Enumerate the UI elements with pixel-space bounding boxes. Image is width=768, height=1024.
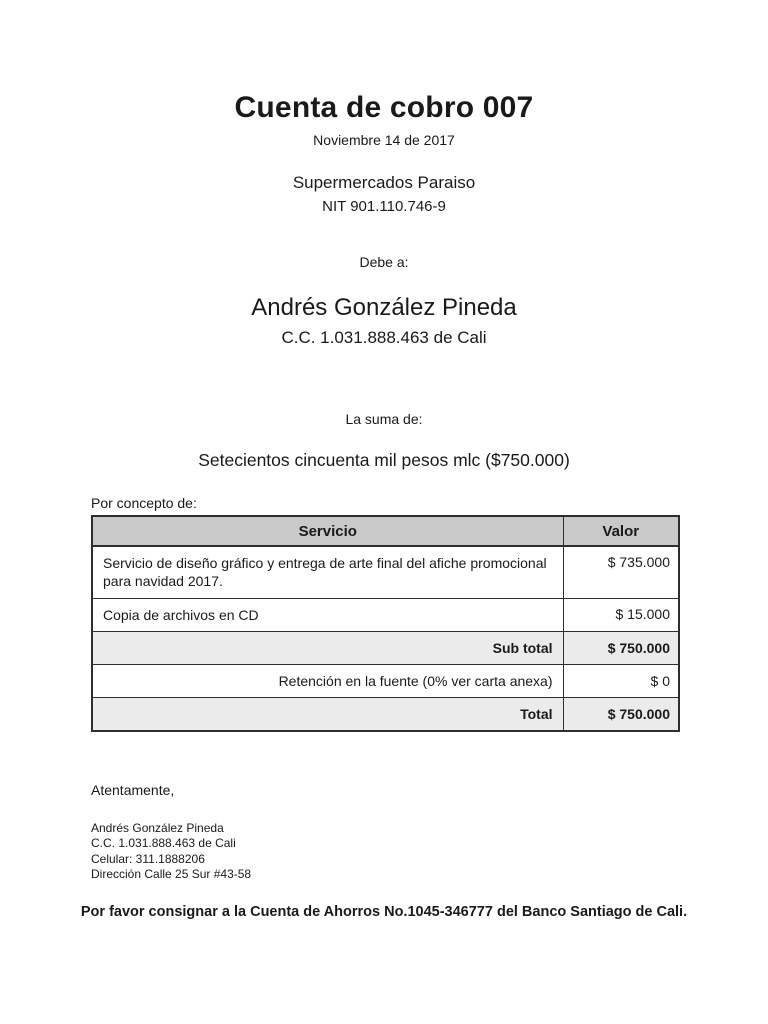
signature-id: C.C. 1.031.888.463 de Cali [91,836,236,850]
table-row [92,598,679,631]
page-title: Cuenta de cobro 007 [234,91,534,124]
client-nit: NIT 901.110.746-9 [322,198,446,215]
service-value: $ 15.000 [563,598,679,631]
signature-address: Dirección Calle 25 Sur #43-58 [91,867,252,881]
column-header-servicio: Servicio [92,516,563,546]
payment-note: Por favor consignar a la Cuenta de Ahorros No.1045-346777 del Banco Santiago de Cali. [80,903,688,920]
total-label: Total [92,697,563,731]
retention-row [92,664,679,697]
signature-name: Andrés González Pineda [91,820,224,835]
payee-name: Andrés González Pineda [251,294,517,321]
debe-a-label: Debe a: [359,254,409,270]
document-date: Noviembre 14 de 2017 [313,132,455,148]
column-header-valor: Valor [563,516,679,546]
table-header-row [92,516,679,546]
client-name: Supermercados Paraiso [292,173,476,192]
amount-in-words: Setecientos cincuenta mil pesos mlc ($750.000) [198,450,570,470]
subtotal-row [92,631,679,664]
signature-block [91,821,768,883]
subtotal-value: $ 750.000 [563,631,679,664]
total-value: $ 750.000 [563,697,679,731]
service-description: Servicio de diseño gráfico y entrega de arte final del afiche promocional para navidad 2017. [92,546,563,598]
services-table [91,515,680,732]
concepto-label: Por concepto de: [91,495,197,511]
subtotal-label: Sub total [92,631,563,664]
total-row [92,697,679,731]
suma-label: La suma de: [345,411,423,427]
service-value: $ 735.000 [563,546,679,598]
signature-phone: Celular: 311.1888206 [91,851,205,866]
closing-text: Atentamente, [91,781,175,798]
retention-value: $ 0 [563,664,679,697]
payee-id: C.C. 1.031.888.463 de Cali [281,328,487,347]
retention-label: Retención en la fuente (0% ver carta anexa) [92,664,563,697]
table-row [92,546,679,598]
service-description: Copia de archivos en CD [92,598,563,631]
